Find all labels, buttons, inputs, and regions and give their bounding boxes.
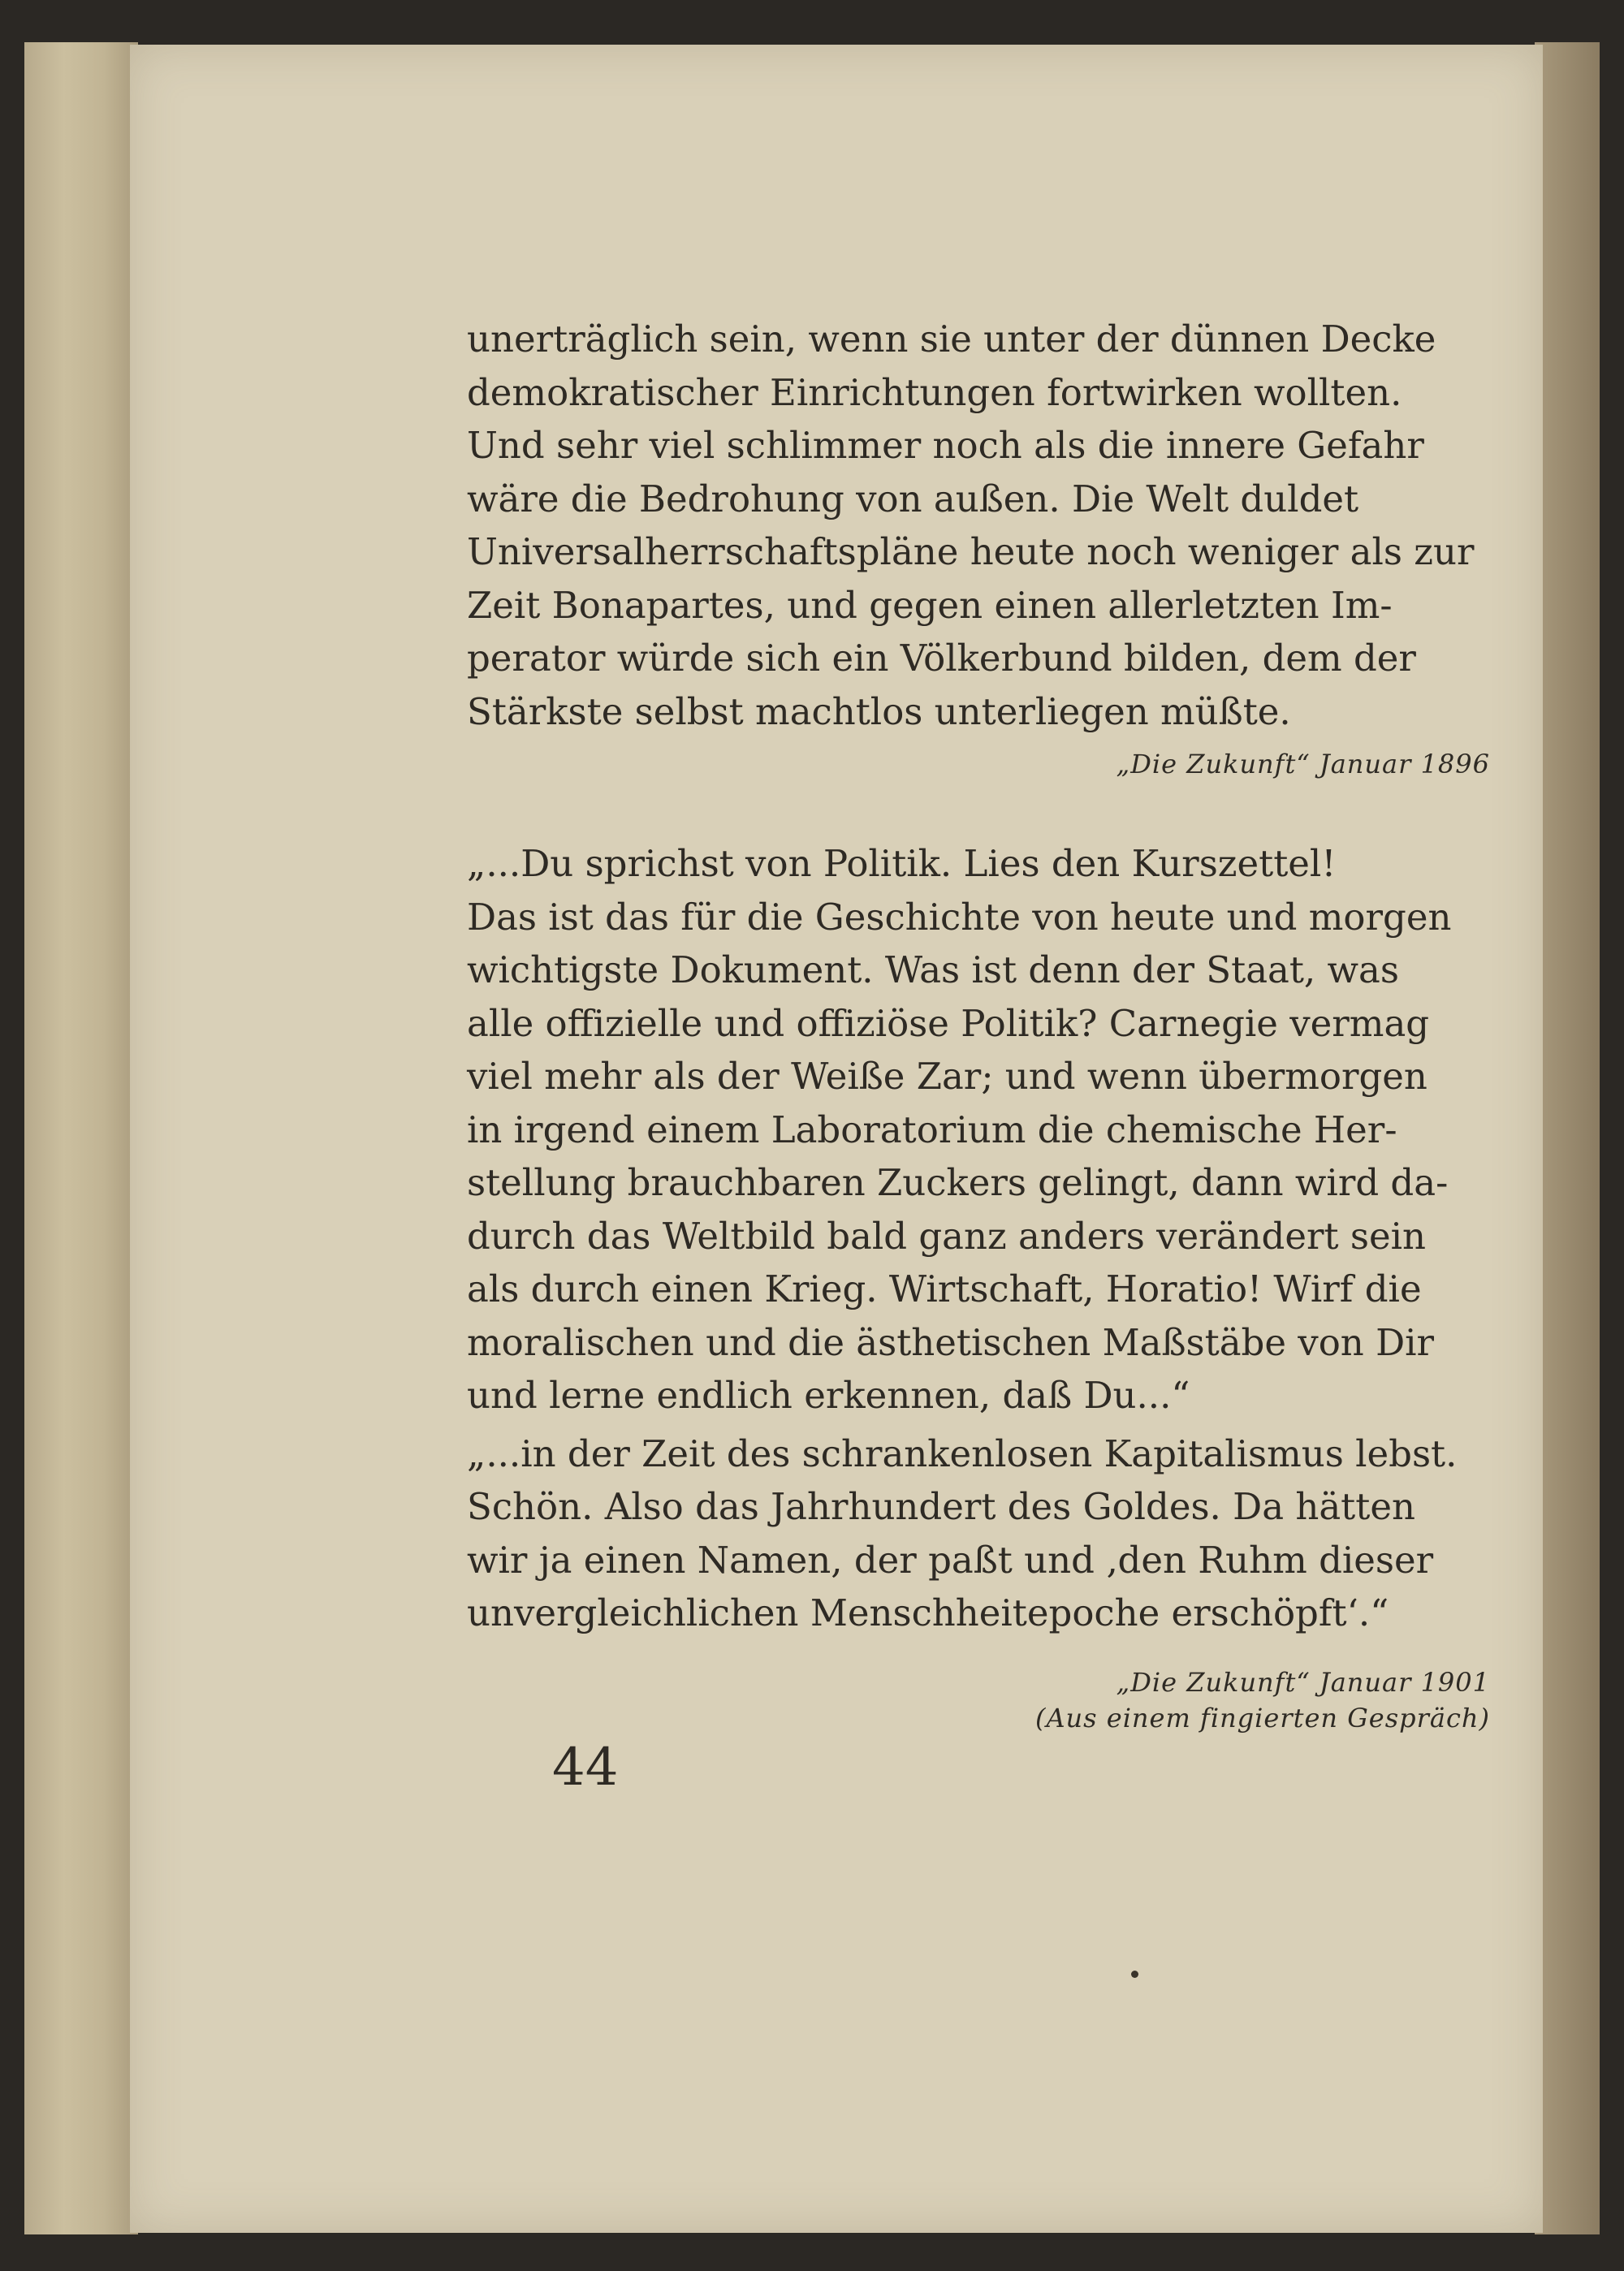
- page-text-block: [467, 313, 1490, 1736]
- paragraph-1: unerträglich sein, wenn sie unter der dünnen Decke demokratischer Einrichtungen fortwirken wollten. Und sehr viel schlimmer noch als die innere Gefahr wäre die Bedrohung von außen. Die Welt duldet Universalherrschaftspläne heute noch weniger als zur Zeit Bonapartes, und gegen einen allerletzten Im- perator würde sich ein Völkerbund bilden, dem der Stärkste selbst machtlos unterliegen müßte.: [467, 317, 1475, 733]
- source-citation-2-note: (Aus einem fingierten Gespräch): [1034, 1702, 1490, 1733]
- ink-speck: [1131, 1971, 1138, 1978]
- page-stack-left-edge: [24, 42, 138, 2234]
- page-number: 44: [552, 1738, 619, 1798]
- source-citation-1: „Die Zukunft“ Januar 1896: [1116, 749, 1490, 779]
- paragraph-2: „...Du sprichst von Politik. Lies den Kurszettel! Das ist das für die Geschichte von heute und morgen wichtigste Dokument. Was ist denn der Staat, was alle offizielle und offiziöse Politik? Carnegie vermag viel mehr als der Weiße Zar; und wenn übermorgen in irgend einem Laboratorium die chemische Her- stellung brauchbaren Zuckers gelingt, dann wird da- durch das Weltbild bald ganz anders verändert sein als durch einen Krieg. Wirtschaft, Horatio! Wirf die moralischen und die ästhetischen Maßstäbe von Dir und lerne endlich erkennen, daß Du...“: [467, 842, 1452, 1417]
- page-stack-right-edge: [1535, 42, 1600, 2234]
- source-citation-2: „Die Zukunft“ Januar 1901: [1116, 1666, 1490, 1698]
- paragraph-3: „...in der Zeit des schrankenlosen Kapitalismus lebst. Schön. Also das Jahrhundert des Goldes. Da hätten wir ja einen Namen, der paßt und ‚den Ruhm dieser unvergleichlichen Menschheitepoche erschöpft‘.“: [467, 1431, 1458, 1634]
